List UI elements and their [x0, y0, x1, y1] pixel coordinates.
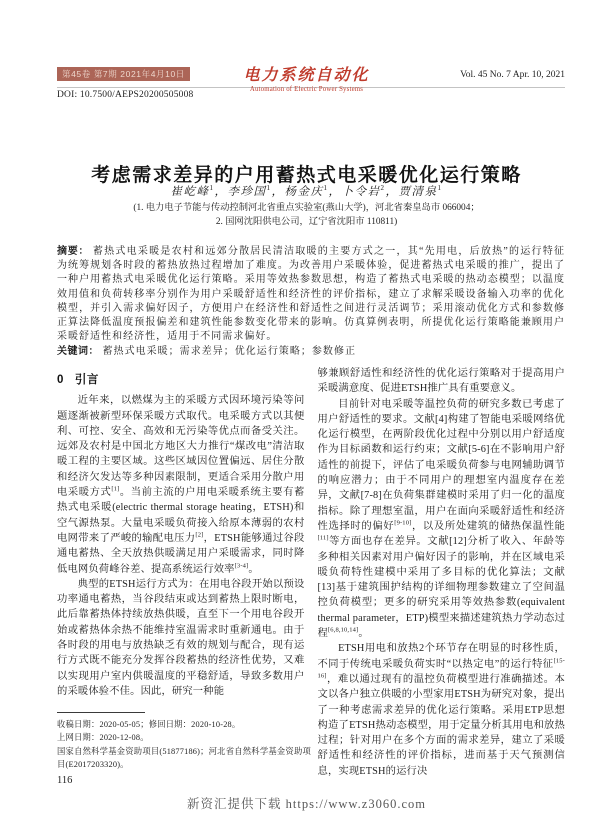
journal-name-english: Automation of Electric Power Systems — [249, 86, 364, 93]
authors-line: 崔屹峰$^1$，李珍国$^1$，杨金庆$^1$，卜令岩$^2$，贾清泉$^1$ — [170, 184, 443, 198]
footnote-rule — [57, 712, 145, 713]
reference-superscript: [2] — [195, 531, 204, 539]
author: 李珍国$^1$ — [227, 184, 272, 198]
issue-info-badge: 第45卷 第7期 2021年4月10日 — [57, 67, 190, 81]
keywords-text: 蓄热式电采暖；需求差异；优化运行策略；参数修正 — [102, 346, 356, 358]
keywords-label: 关键词： — [57, 346, 99, 358]
paper-title: 考虑需求差异的户用蓄热式电采暖优化运行策略 — [91, 164, 522, 186]
body-paragraph: 目前针对电采暖等温控负荷的研究多数已考虑了用户舒适性的要求。文献[4]构建了智能电采暖网络优化运行模型，在两阶段优化过程中分别以用户舒适度作为目标函数和运行约束；文献[5-6]在不影响用户舒适性的前提下，评估了电采暖负荷参与电网辅助调节的响应潜力；由于不同用户的理想室内温度存在差异，文献[7-8]在负荷集群建模时采用了归一化的温度指标。除了理想室温，用户在面向采暖舒适性和经济性选择时的偏好[9-10]，以及所处建筑的储热保温性能[11]等方面也存在差异。文献[12]分析了收入、年龄等多种相关因素对用户偏好因子的影响，并在区域电采暖负荷特性建模中采用了多目标的优化算法；文献[13]基于建筑围护结构的详细物理参数建立了空间温控负荷模型；更多的研究采用等效热参数(equivalent thermal parameter，ETP)模型来描述建筑热力学动态过程[6,8,10,14]。 — [317, 398, 565, 640]
doi-text: DOI: 10.7500/AEPS20200505008 — [57, 90, 194, 100]
footnote-lines — [57, 718, 311, 772]
author: 贾清泉$^1$ — [398, 184, 443, 198]
volume-issue-date: Vol. 45 No. 7 Apr. 10, 2021 — [460, 70, 565, 80]
download-watermark: 新资汇提供下载 https://www.z3060.com — [187, 797, 426, 811]
author: 卜令岩$^2$ — [341, 184, 386, 198]
author: 杨金庆$^1$ — [284, 184, 329, 198]
footnote-line: 国家自然科学基金资助项目(51877186)；河北省自然科学基金资助项目(E2017203320)。 — [57, 746, 311, 770]
section-number: 0 — [57, 374, 64, 386]
reference-superscript: [15-16] — [317, 657, 565, 680]
right-column — [318, 366, 566, 778]
affiliation-line: (1. 电力电子节能与传动控制河北省重点实验室(燕山大学)，河北省秦皇岛市 066004； — [133, 203, 480, 213]
affiliations — [0, 201, 613, 229]
footnote-block — [57, 712, 311, 772]
journal-name-chinese: 电力系统自动化 — [243, 67, 370, 84]
section-title: 引言 — [74, 374, 99, 386]
reference-superscript: [11] — [317, 534, 329, 542]
footnote-line: 上网日期：2020-12-08。 — [57, 733, 149, 743]
abstract-block — [57, 245, 565, 360]
left-column-paragraphs — [57, 393, 305, 699]
footnote-line: 收稿日期：2020-05-05；修回日期：2020-10-28。 — [57, 720, 241, 729]
body-paragraph: ETSH用电和放热2个环节存在明显的时移性质，不同于传统电采暖负荷实时“以热定电”的运行特征[15-16]，难以通过现有的温控负荷模型进行准确描述。本文以各户独立供暖的小型家用ETSH为研究对象，提出了一种考虑需求差异的优化运行策略。采用ETP思想构造了ETSH热动态模型，用于定量分析其用电和放热过程；针对用户在多个方面的需求差异，建立了采暖舒适性和经济性的评价指标，进而基于天气预测信息，实现ETSH的运行决 — [317, 643, 565, 777]
page-number: 116 — [57, 775, 73, 786]
abstract-text: 蓄热式电采暖是农村和远郊分散居民清洁取暖的主要方式之一，其“先用电，后放热”的运行特征为统筹规划各时段的蓄热放热过程增加了难度。为改善用户采暖体验，促进蓄热式电采暖的推广，提出了一种户用蓄热式电采暖优化运行策略。采用等效热参数思想，构造了蓄热式电采暖的热动态模型；以温度效用值和负荷转移率分别作为用户采暖舒适性和经济性的评价指标，建立了求解采暖设备输入功率的优化模型，并引入需求偏好因子，方便用户在经济性和舒适性之间进行灵活调节；采用滚动优化方式和参数修正算法降低温度预报偏差和建筑性能参数变化带来的影响。仿真算例表明，所提优化运行策略能兼顾用户采暖舒适性和经济性，适用于不同需求偏好。 — [57, 246, 565, 343]
affiliation-line: 2. 国网沈阳供电公司，辽宁省沈阳市 110811) — [215, 217, 398, 227]
reference-superscript: [1] — [111, 485, 120, 493]
abstract-paragraph — [57, 245, 565, 344]
reference-superscript: [9-10] — [394, 519, 412, 527]
reference-superscript: [6,8,10,14] — [327, 626, 359, 634]
body-paragraph: 够兼顾舒适性和经济性的优化运行策略对于提高用户采暖满意度、促进ETSH推广具有重要意义。 — [317, 368, 565, 395]
author: 崔屹峰$^1$ — [170, 184, 215, 198]
body-paragraph: 近年来，以燃煤为主的采暖方式因环境污染等问题逐渐被新型环保采暖方式取代。电采暖方式以其便利、可控、安全、高效和无污染等优点而备受关注。远郊及农村是中国北方地区大力推行“煤改电”清洁取暖工程的主要区域。这些区域因位置偏远、居住分散和经济欠发达等多种因素限制，更适合采用分散户用电采暖方式[1]。当前主流的户用电采暖系统主要有蓄热式电采暖(electric thermal storage heating，ETSH)和空气源热泵。大量电采暖负荷接入给原本薄弱的农村电网带来了严峻的输配电压力[2]，ETSH能够通过谷段通电蓄热、全天放热供暖满足用户采暖需求，同时降低电网负荷峰谷差、提高系统运行效率[3-4]。 — [57, 395, 305, 575]
section-heading — [57, 373, 305, 388]
reference-superscript: [3-4] — [234, 562, 249, 570]
abstract-label: 摘要： — [57, 246, 90, 257]
body-paragraph: 典型的ETSH运行方式为：在用电谷段开始以预设功率通电蓄热，当谷段结束或达到蓄热上限时断电，此后靠蓄热体持续放热供暖，直至下一个用电谷段开始或蓄热体余热不能维持室温需求时重新通电。由于各时段的用电与放热缺乏有效的规划与配合，现有运行方式既不能充分发挥谷段蓄热的经济性优势，又难以实现用户室内供暖温度的平稳舒适，导致多数用户的采暖体验不佳。因此，研究一种能 — [57, 578, 305, 697]
keywords-line — [57, 345, 565, 359]
left-column — [57, 366, 305, 710]
